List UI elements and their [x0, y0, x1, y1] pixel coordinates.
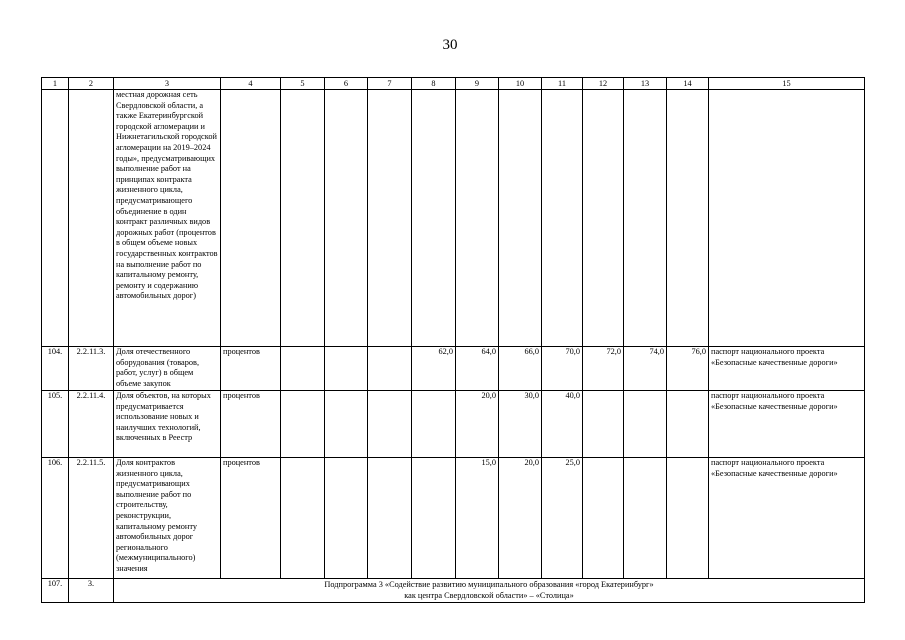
value-cell: [667, 458, 709, 579]
value-cell: [624, 90, 667, 347]
value-cell: [368, 458, 412, 579]
table-row: [42, 458, 865, 579]
indicator-name: местная дорожная сеть Свердловской области, а также Екатеринбургской городской агломерации и Нижнетагильской городской агломерации на 2019–2024 годы», предусматривающих выполнение работ на принципах контракта жизненного цикла, предусматривающего объединение в один контракт различных видов дорожных работ (процентов в общем объеме новых государственных контрактов на выполнение работ по капитальному ремонту, ремонту и содержанию автомобильных дорог): [114, 90, 221, 347]
table-row: [42, 347, 865, 391]
value-cell: [281, 90, 325, 347]
value-cell: [583, 458, 624, 579]
col-header: 12: [583, 78, 624, 90]
row-number: 107.: [42, 579, 69, 603]
value-cell: [281, 391, 325, 458]
unit-cell: процентов: [221, 347, 281, 391]
value-cell: 72,0: [583, 347, 624, 391]
value-cell: [325, 458, 368, 579]
col-header: 6: [325, 78, 368, 90]
col-header: 5: [281, 78, 325, 90]
value-cell: [624, 391, 667, 458]
value-cell: [412, 391, 456, 458]
value-cell: 20,0: [456, 391, 499, 458]
value-cell: [667, 90, 709, 347]
row-code: 3.: [69, 579, 114, 603]
value-cell: 76,0: [667, 347, 709, 391]
unit-cell: [221, 90, 281, 347]
col-header: 4: [221, 78, 281, 90]
source-cell: паспорт национального проекта «Безопасные качественные дороги»: [709, 347, 865, 391]
col-header: 15: [709, 78, 865, 90]
indicator-name: Доля отечественного оборудования (товаров, работ, услуг) в общем объеме закупок: [114, 347, 221, 391]
value-cell: [583, 391, 624, 458]
value-cell: [325, 391, 368, 458]
value-cell: [281, 347, 325, 391]
col-header: 13: [624, 78, 667, 90]
value-cell: 20,0: [499, 458, 542, 579]
indicators-table: [41, 77, 865, 603]
header-row: [42, 78, 865, 90]
source-cell: [709, 90, 865, 347]
row-number: [42, 90, 69, 347]
col-header: 1: [42, 78, 69, 90]
unit-cell: процентов: [221, 391, 281, 458]
row-number: 106.: [42, 458, 69, 579]
subprogram-row: [42, 579, 865, 603]
table-row: [42, 391, 865, 458]
row-number: 105.: [42, 391, 69, 458]
col-header: 10: [499, 78, 542, 90]
value-cell: [412, 458, 456, 579]
col-header: 2: [69, 78, 114, 90]
col-header: 8: [412, 78, 456, 90]
value-cell: [368, 347, 412, 391]
value-cell: [281, 458, 325, 579]
subprogram-title-line: Подпрограмма 3 «Содействие развитию муниципального образования «город Екатеринбург»: [324, 580, 654, 589]
value-cell: [624, 458, 667, 579]
unit-cell: процентов: [221, 458, 281, 579]
row-number: 104.: [42, 347, 69, 391]
value-cell: [667, 391, 709, 458]
page-number: 30: [442, 37, 458, 53]
col-header: 11: [542, 78, 583, 90]
col-header: 3: [114, 78, 221, 90]
value-cell: [325, 90, 368, 347]
col-header: 7: [368, 78, 412, 90]
row-code: [69, 90, 114, 347]
row-code: 2.2.11.5.: [69, 458, 114, 579]
value-cell: 40,0: [542, 391, 583, 458]
value-cell: [456, 90, 499, 347]
value-cell: 64,0: [456, 347, 499, 391]
table-row: [42, 90, 865, 347]
value-cell: 25,0: [542, 458, 583, 579]
subprogram-title: [114, 579, 865, 603]
col-header: 14: [667, 78, 709, 90]
value-cell: [499, 90, 542, 347]
source-cell: паспорт национального проекта «Безопасные качественные дороги»: [709, 458, 865, 579]
indicator-name: Доля контрактов жизненного цикла, предусматривающих выполнение работ по строительству, реконструкции, капитальному ремонту автомобильных дорог регионального (межмуниципального) значения: [114, 458, 221, 579]
value-cell: 15,0: [456, 458, 499, 579]
value-cell: [368, 90, 412, 347]
value-cell: [542, 90, 583, 347]
row-code: 2.2.11.3.: [69, 347, 114, 391]
source-cell: паспорт национального проекта «Безопасные качественные дороги»: [709, 391, 865, 458]
row-code: 2.2.11.4.: [69, 391, 114, 458]
value-cell: [412, 90, 456, 347]
value-cell: 66,0: [499, 347, 542, 391]
value-cell: [583, 90, 624, 347]
col-header: 9: [456, 78, 499, 90]
value-cell: [368, 391, 412, 458]
value-cell: 74,0: [624, 347, 667, 391]
value-cell: 62,0: [412, 347, 456, 391]
indicator-name: Доля объектов, на которых предусматривается использование новых и наилучших технологий, включенных в Реестр: [114, 391, 221, 458]
value-cell: [325, 347, 368, 391]
value-cell: 70,0: [542, 347, 583, 391]
subprogram-title-line: как центра Свердловской области» – «Столица»: [404, 591, 574, 600]
value-cell: 30,0: [499, 391, 542, 458]
